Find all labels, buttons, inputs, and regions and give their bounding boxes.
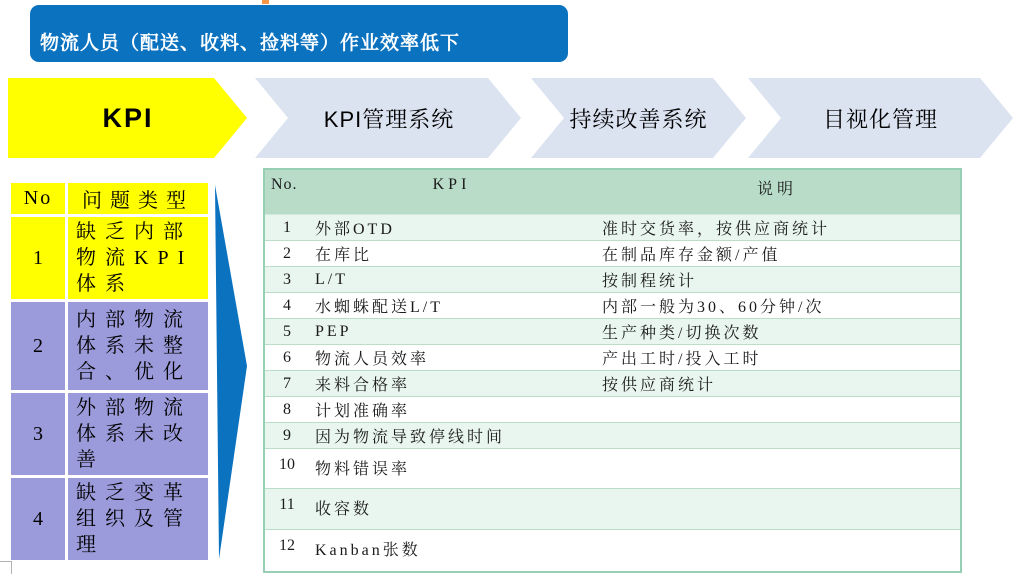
kpi-desc-cell (594, 449, 961, 489)
kpi-table-header-row (264, 169, 961, 215)
kpi-no-cell: 12 (264, 530, 309, 572)
kpi-no-cell: 10 (264, 449, 309, 489)
kpi-name-cell: 计划准确率 (309, 397, 594, 423)
kpi-name-cell: 外部OTD (309, 215, 594, 241)
table-row (264, 241, 961, 267)
corner-placeholder (0, 561, 12, 574)
flow-step-continuous-improvement: 持续改善系统 (569, 106, 708, 132)
flow-step-kpi: KPI (102, 102, 154, 133)
kpi-desc-cell (594, 423, 961, 449)
kpi-name-cell: 因为物流导致停线时间 (309, 423, 594, 449)
kpi-desc-cell (594, 489, 961, 530)
kpi-name-cell: 物料错误率 (309, 449, 594, 489)
problem-type-cell: 外部物流体系未改善 (68, 393, 208, 475)
kpi-table (263, 168, 962, 573)
kpi-header-desc: 说明 (594, 169, 961, 215)
table-row (264, 530, 961, 572)
kpi-no-cell: 3 (264, 267, 309, 293)
kpi-name-cell: 水蜘蛛配送L/T (309, 293, 594, 319)
table-row (264, 319, 961, 345)
problem-banner-text: 物流人员（配送、收料、捡料等）作业效率低下 (40, 33, 461, 54)
kpi-no-cell: 6 (264, 345, 309, 371)
problem-no-cell: 2 (11, 302, 65, 390)
kpi-name-cell: 收容数 (309, 489, 594, 530)
kpi-name-cell: 来料合格率 (309, 371, 594, 397)
kpi-no-cell: 8 (264, 397, 309, 423)
kpi-desc-cell: 按制程统计 (594, 267, 961, 293)
table-row (264, 423, 961, 449)
kpi-desc-cell: 产出工时/投入工时 (594, 345, 961, 371)
problem-type-cell: 缺乏变革组织及管理 (68, 478, 208, 560)
table-row (11, 393, 208, 475)
kpi-no-cell: 11 (264, 489, 309, 530)
problem-no-cell: 4 (11, 478, 65, 560)
kpi-name-cell: L/T (309, 267, 594, 293)
table-row (264, 267, 961, 293)
table-row (11, 217, 208, 299)
kpi-desc-cell (594, 530, 961, 572)
table-row (11, 302, 208, 390)
kpi-name-cell: 物流人员效率 (309, 345, 594, 371)
kpi-desc-cell: 生产种类/切换次数 (594, 319, 961, 345)
problem-type-cell: 缺乏内部物流KPI体系 (68, 217, 208, 299)
kpi-name-cell: PEP (309, 319, 594, 345)
kpi-name-cell: Kanban张数 (309, 530, 594, 572)
problem-type-cell: 内部物流体系未整合、优化 (68, 302, 208, 390)
kpi-no-cell: 5 (264, 319, 309, 345)
kpi-no-cell: 1 (264, 215, 309, 241)
kpi-header-kpi: KPI (309, 169, 594, 215)
kpi-desc-cell: 在制品库存金额/产值 (594, 241, 961, 267)
kpi-desc-cell: 准时交货率，按供应商统计 (594, 215, 961, 241)
slide-top-marker (262, 0, 269, 4)
flow-step-kpi-system: KPI管理系统 (323, 106, 455, 132)
flow-arrow-icon (210, 183, 252, 561)
problem-header-type: 问题类型 (68, 183, 208, 214)
kpi-no-cell: 7 (264, 371, 309, 397)
table-row (264, 449, 961, 489)
kpi-no-cell: 9 (264, 423, 309, 449)
kpi-header-no: No. (264, 169, 309, 215)
table-row (264, 293, 961, 319)
problem-header-no: No (11, 183, 65, 214)
kpi-no-cell: 2 (264, 241, 309, 267)
table-row (11, 478, 208, 560)
kpi-desc-cell: 按供应商统计 (594, 371, 961, 397)
table-row (264, 489, 961, 530)
problem-banner (30, 5, 568, 62)
table-row (264, 371, 961, 397)
kpi-no-cell: 4 (264, 293, 309, 319)
flow-step-visual-management: 目视化管理 (822, 106, 938, 132)
table-row (264, 345, 961, 371)
problem-no-cell: 1 (11, 217, 65, 299)
table-row (264, 397, 961, 423)
kpi-desc-cell (594, 397, 961, 423)
problem-table-header-row (11, 183, 208, 214)
kpi-name-cell: 在库比 (309, 241, 594, 267)
problem-no-cell: 3 (11, 393, 65, 475)
table-row (264, 215, 961, 241)
process-flow (0, 78, 1018, 158)
problem-table (8, 180, 211, 563)
kpi-desc-cell: 内部一般为30、60分钟/次 (594, 293, 961, 319)
